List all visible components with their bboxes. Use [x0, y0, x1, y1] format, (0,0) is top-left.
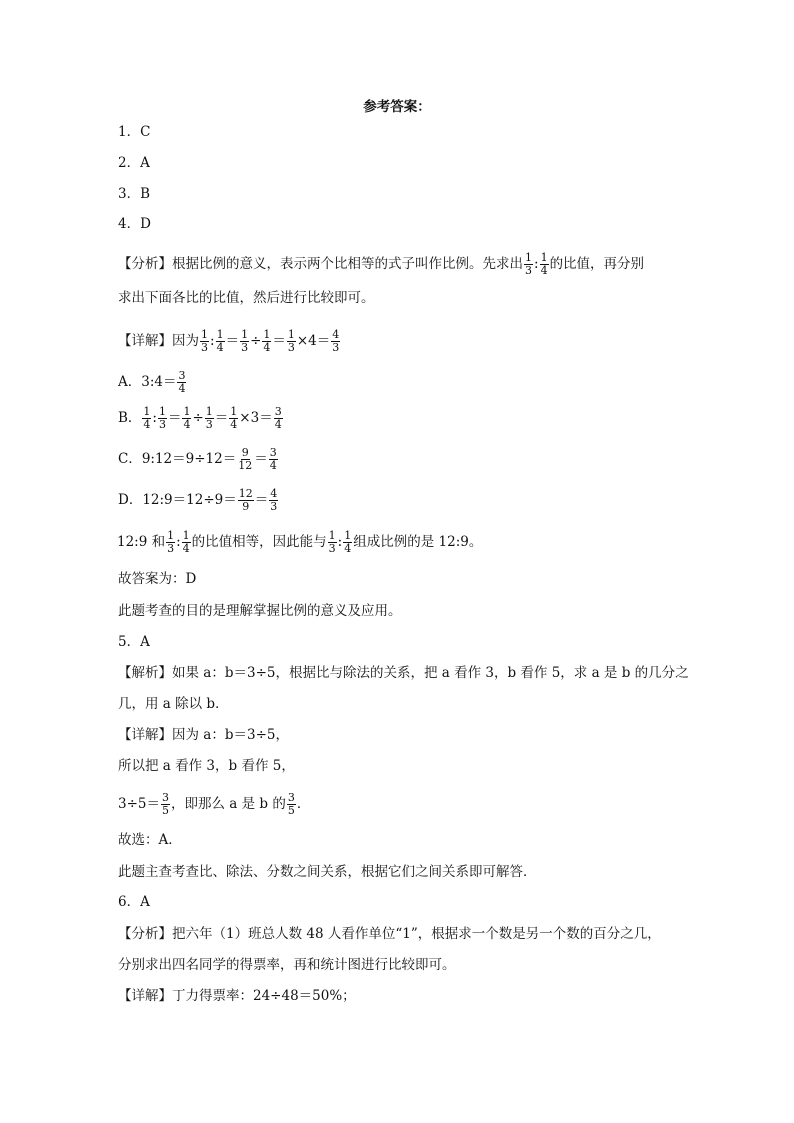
q5-detail-line1: 【详解】因为 a：b＝3÷5，	[118, 727, 289, 743]
answer-6: 6．A	[118, 894, 150, 910]
q4-answer: 故答案为：D	[118, 571, 197, 587]
q4-conclusion: 12:9 和 $\frac{1}{3}$ : $\frac{1}{4}$ 的比值相等，因此能与 $\frac{1}{3}$ : $\frac{1}{4}$ 组成比例的是 12:9。	[117, 529, 483, 555]
answer-2: 2．A	[118, 155, 150, 171]
answer-4: 4．D	[118, 216, 151, 232]
q4-analysis-line1: 【分析】根据比例的意义，表示两个比相等的式子叫作比例。先求出 $\frac{1}{3}$ : $\frac{1}{4}$ 的比值，再分别	[118, 251, 645, 277]
q6-analysis-line2: 分别求出四名同学的得票率，再和统计图进行比较即可。	[118, 957, 456, 973]
answer-5: 5．A	[118, 634, 150, 650]
q6-analysis-line1: 【分析】把六年（1）班总人数 48 人看作单位“1”，根据求一个数是另一个数的百分之几，	[118, 926, 661, 942]
answer-3: 3．B	[118, 186, 151, 202]
q5-note: 此题主查考查比、除法、分数之间关系，根据它们之间关系即可解答．	[118, 864, 537, 880]
q4-note: 此题考查的目的是理解掌握比例的意义及应用。	[118, 603, 402, 619]
answer-title: 参考答案：	[363, 99, 431, 115]
q5-answer: 故选：A．	[118, 832, 182, 848]
q4-option-d: D．12:9＝12÷9＝ $\frac{12}{9}$ ＝ $\frac{4}{3}$	[118, 487, 278, 513]
fraction: $\frac{1}{3}$	[525, 251, 532, 277]
q4-option-a: A．3:4＝ $\frac{3}{4}$	[118, 369, 186, 395]
q5-analysis-line1: 【解析】如果 a：b＝3÷5，根据比与除法的关系，把 a 看作 3，b 看作 5，求 a 是 b 的几分之	[118, 665, 689, 681]
q5-analysis-line2: 几，用 a 除以 b．	[118, 696, 229, 712]
fraction: $\frac{1}{4}$	[540, 251, 548, 277]
q5-detail-line2: 所以把 a 看作 3，b 看作 5，	[118, 758, 295, 774]
answer-1: 1．C	[118, 124, 151, 140]
q4-analysis-line2: 求出下面各比的比值，然后进行比较即可。	[118, 290, 375, 306]
q4-option-c: C．9:12＝9÷12＝ $\frac{9}{12}$ ＝ $\frac{3}{4}$	[118, 446, 277, 472]
q4-detail-line: 【详解】因为 $\frac{1}{3}$ : $\frac{1}{4}$ ＝ $\frac{1}{3}$ ÷ $\frac{1}{4}$ ＝ $\frac{1}{3}$ ×4＝ $\frac{4}{3}$	[118, 328, 340, 354]
q4-option-b: B． $\frac{1}{4}$ : $\frac{1}{3}$ ＝ $\frac{1}{4}$ ÷ $\frac{1}{3}$ ＝ $\frac{1}{4}$ ×3＝ $\frac{3}{4}$	[118, 405, 282, 431]
q6-detail-line1: 【详解】丁力得票率：24÷48＝50%；	[118, 988, 356, 1004]
q5-detail-line3: 3÷5＝ $\frac{3}{5}$ ，即那么 a 是 b 的 $\frac{3}{5}$ ．	[118, 791, 311, 817]
